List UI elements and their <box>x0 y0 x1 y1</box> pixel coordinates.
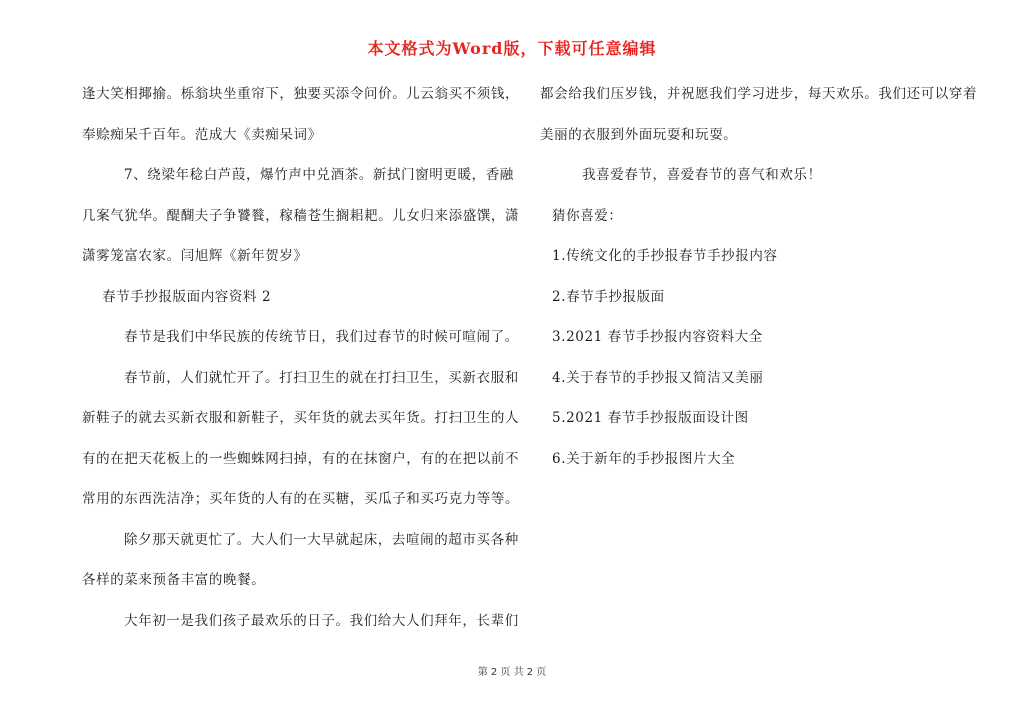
body-line: 各样的菜来预备丰富的晚餐。 <box>82 572 266 588</box>
left-text-column <box>82 82 522 649</box>
recommend-heading: 猜你喜爱： <box>552 207 623 224</box>
recommend-link[interactable]: 5.2021 春节手抄报版面设计图 <box>552 410 749 426</box>
body-line: 春节是我们中华民族的传统节日，我们过春节的时候可喧闹了。 <box>124 329 519 345</box>
body-line: 都会给我们压岁钱，并祝愿我们学习进步，每天欢乐。我们还可以穿着 <box>540 86 978 102</box>
body-line: 新鞋子的就去买新衣服和新鞋子，买年货的就去买年货。打扫卫生的人 <box>82 410 520 426</box>
section-heading: 春节手抄报版面内容资料 2 <box>102 288 272 305</box>
recommend-link[interactable]: 3.2021 春节手抄报内容资料大全 <box>552 329 763 345</box>
body-line: 我喜爱春节，喜爱春节的喜气和欢乐！ <box>582 167 822 183</box>
body-line: 奉赊痴呆千百年。范成大《卖痴呆词》 <box>82 126 322 143</box>
recommend-link[interactable]: 2.春节手抄报版面 <box>552 288 665 305</box>
page-number-footer: 第 2 页 共 2 页 <box>477 667 547 678</box>
body-line: 几案气犹华。醍醐夫子争饕餮，稼穑苍生搁耜耙。儿女归来添盛馔，潇 <box>82 207 520 224</box>
body-line: 常用的东西洗洁净；买年货的人有的在买糖，买瓜子和买巧克力等等。 <box>82 491 520 507</box>
recommend-link[interactable]: 6.关于新年的手抄报图片大全 <box>552 450 736 467</box>
right-text-column <box>540 82 978 487</box>
body-line: 春节前，人们就忙开了。打扫卫生的就在打扫卫生，买新衣服和 <box>124 369 519 386</box>
body-line: 潇雾笼富农家。闫旭辉《新年贺岁》 <box>82 248 308 264</box>
body-line: 有的在把天花板上的一些蜘蛛网扫掉，有的在抹窗户，有的在把以前不 <box>82 450 520 467</box>
body-line: 除夕那天就更忙了。大人们一大早就起床，去喧闹的超市买各种 <box>124 531 519 548</box>
recommend-link[interactable]: 4.关于春节的手抄报又简洁又美丽 <box>552 369 764 386</box>
body-line: 7、绕梁年稔白芦葭，爆竹声中兑酒茶。新拭门窗明更暖，香融 <box>124 167 514 183</box>
body-line: 大年初一是我们孩子最欢乐的日子。我们给大人们拜年，长辈们 <box>124 612 519 629</box>
body-line: 美丽的衣服到外面玩耍和玩耍。 <box>540 126 738 143</box>
document-header-title: 本文格式为Word版，下载可任意编辑 <box>367 39 657 58</box>
body-line: 逢大笑相揶揄。栎翁块坐重帘下，独要买添令问价。儿云翁买不须钱， <box>82 86 520 102</box>
recommend-link[interactable]: 1.传统文化的手抄报春节手抄报内容 <box>552 248 778 264</box>
